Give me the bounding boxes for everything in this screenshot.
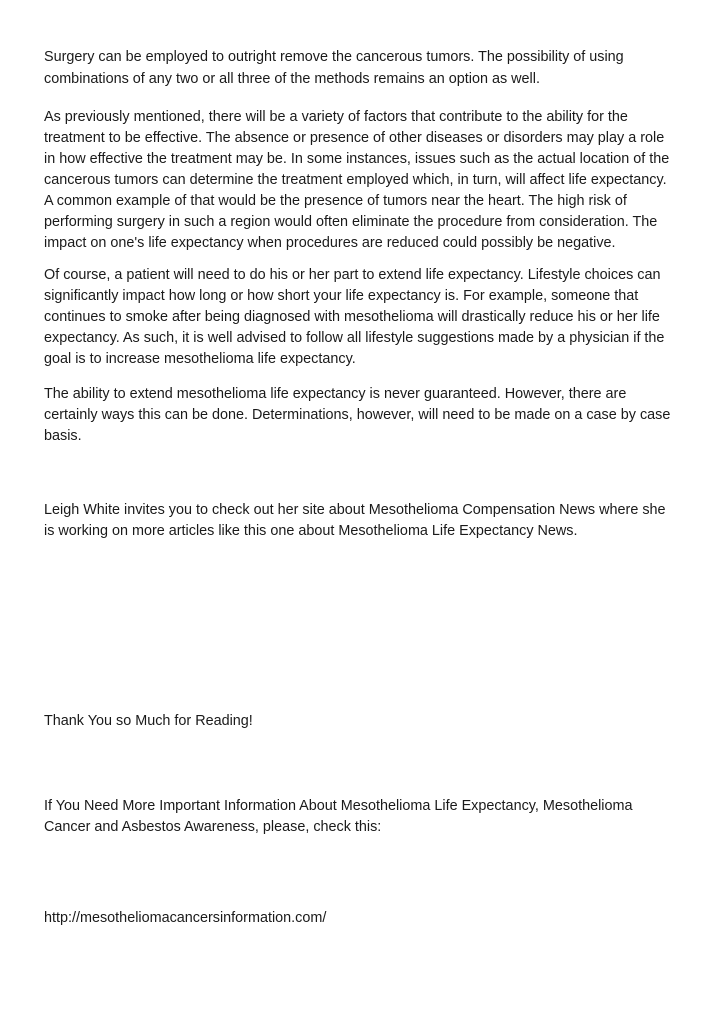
paragraph-4-line-3: basis.	[44, 428, 82, 444]
document-page	[44, 0, 686, 1031]
paragraph-3-line-5: goal is to increase mesothelioma life expectancy.	[44, 351, 356, 367]
more-info-line-2: Cancer and Asbestos Awareness, please, check this:	[44, 819, 382, 835]
paragraph-3-line-3: continues to smoke after being diagnosed with mesothelioma will drastically reduce his or her life	[44, 309, 660, 325]
paragraph-1-line-2: combinations of any two or all three of the methods remains an option as well.	[44, 71, 540, 87]
more-info-line-1: If You Need More Important Information About Mesothelioma Life Expectancy, Mesothelioma	[44, 798, 633, 814]
website-link[interactable]: http://mesotheliomacancersinformation.com/	[44, 910, 327, 926]
paragraph-3-line-1: Of course, a patient will need to do his or her part to extend life expectancy. Lifestyle choices can	[44, 267, 661, 283]
paragraph-2-line-5: A common example of that would be the presence of tumors near the heart. The high risk of	[44, 193, 627, 209]
paragraph-1-line-1: Surgery can be employed to outright remove the cancerous tumors. The possibility of using	[44, 49, 624, 65]
paragraph-4-line-1: The ability to extend mesothelioma life expectancy is never guaranteed. However, there are	[44, 386, 627, 402]
paragraph-4-line-2: certainly ways this can be done. Determinations, however, will need to be made on a case by case	[44, 407, 671, 423]
paragraph-2-line-3: in how effective the treatment may be. In some instances, issues such as the actual location of the	[44, 151, 670, 167]
paragraph-2-line-1: As previously mentioned, there will be a variety of factors that contribute to the ability for the	[44, 109, 628, 125]
paragraph-3-line-4: expectancy. As such, it is well advised to follow all lifestyle suggestions made by a physician if the	[44, 330, 665, 346]
paragraph-2-line-4: cancerous tumors can determine the treatment employed which, in turn, will affect life expectancy.	[44, 172, 667, 188]
author-note-line-2: is working on more articles like this one about Mesothelioma Life Expectancy News.	[44, 523, 578, 539]
paragraph-2-line-7: impact on one's life expectancy when procedures are reduced could possibly be negative.	[44, 235, 616, 251]
paragraph-2-line-2: treatment to be effective. The absence or presence of other diseases or disorders may play a role	[44, 130, 665, 146]
paragraph-2-line-6: performing surgery in such a region would often eliminate the procedure from consideration. The	[44, 214, 658, 230]
paragraph-3-line-2: significantly impact how long or how short your life expectancy is. For example, someone that	[44, 288, 639, 304]
author-note-line-1: Leigh White invites you to check out her site about Mesothelioma Compensation News where she	[44, 502, 666, 518]
thanks-text: Thank You so Much for Reading!	[44, 713, 253, 729]
